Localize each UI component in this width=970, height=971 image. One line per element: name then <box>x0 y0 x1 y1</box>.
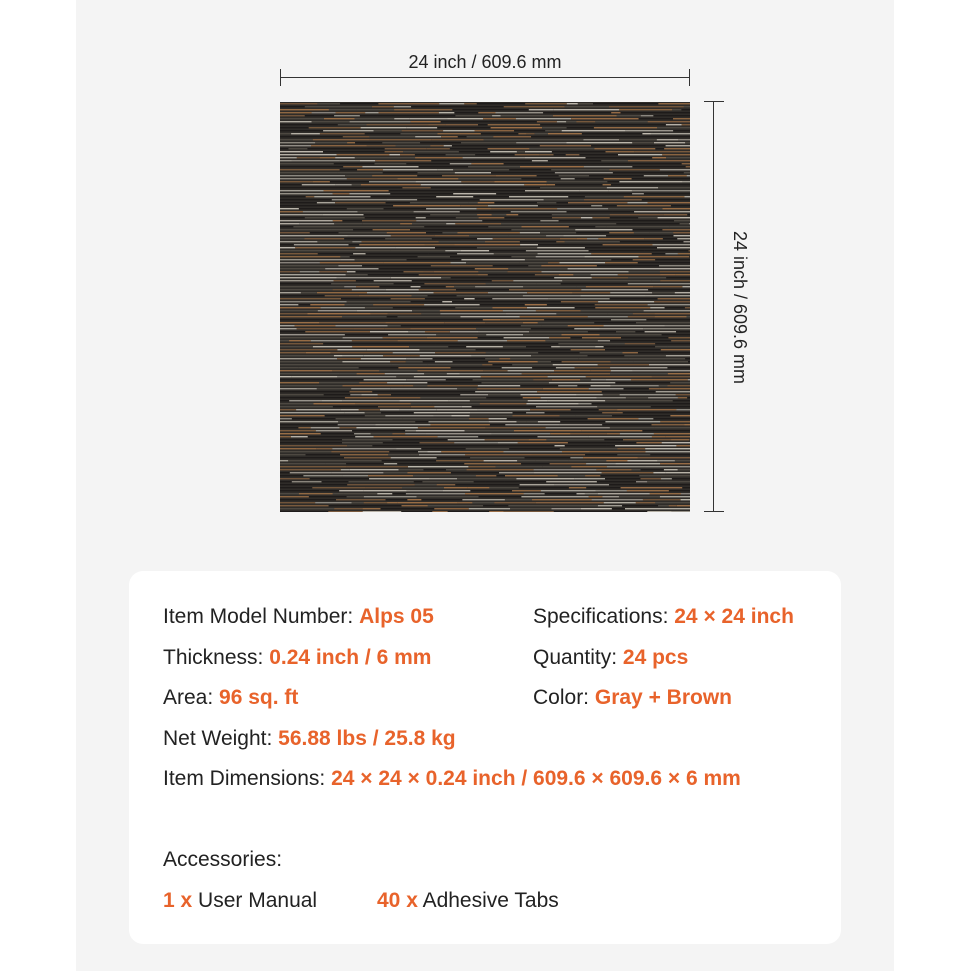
height-tick-bottom <box>704 511 724 512</box>
spec-net-weight <box>163 727 456 751</box>
accessory-user-manual-qty: 1 x <box>163 889 193 912</box>
spec-net-weight-value: 56.88 lbs / 25.8 kg <box>278 727 456 750</box>
accessory-adhesive-tabs <box>377 889 559 913</box>
spec-area-label: Area: <box>163 686 214 709</box>
spec-thickness-value: 0.24 inch / 6 mm <box>269 646 432 669</box>
height-dimension-label: 24 inch / 609.6 mm <box>730 230 751 384</box>
height-dimension-line <box>713 101 714 512</box>
height-dimension-label-wrap <box>729 102 751 512</box>
spec-area-value: 96 sq. ft <box>219 686 299 709</box>
spec-thickness-label: Thickness: <box>163 646 264 669</box>
width-tick-right <box>689 69 690 86</box>
spec-model <box>163 605 434 629</box>
spec-specifications <box>533 605 794 629</box>
width-dimension-label: 24 inch / 609.6 mm <box>408 52 562 72</box>
specifications-card <box>129 571 841 944</box>
spec-quantity <box>533 646 688 670</box>
spec-net-weight-label: Net Weight: <box>163 727 273 750</box>
spec-color-value: Gray + Brown <box>594 686 733 709</box>
spec-model-label: Item Model Number: <box>163 605 354 628</box>
spec-quantity-value: 24 pcs <box>622 646 689 669</box>
accessory-adhesive-tabs-qty: 40 x <box>377 889 418 912</box>
spec-color-label: Color: <box>533 686 590 709</box>
spec-item-dimensions <box>163 767 741 791</box>
accessories-heading: Accessories: <box>163 848 283 871</box>
spec-item-dimensions-value: 24 × 24 × 0.24 inch / 609.6 × 609.6 × 6 mm <box>331 767 741 790</box>
height-tick-top <box>704 101 724 102</box>
spec-specifications-value: 24 × 24 inch <box>674 605 794 628</box>
accessory-user-manual <box>163 889 317 913</box>
spec-item-dimensions-label: Item Dimensions: <box>163 767 326 790</box>
width-dimension-line <box>281 77 690 78</box>
carpet-tile-image <box>280 102 690 512</box>
width-tick-left <box>280 69 281 86</box>
spec-model-value: Alps 05 <box>359 605 434 628</box>
spec-quantity-label: Quantity: <box>533 646 618 669</box>
accessory-user-manual-name: User Manual <box>198 889 318 912</box>
spec-specifications-label: Specifications: <box>533 605 669 628</box>
spec-area <box>163 686 298 710</box>
spec-color <box>533 686 732 710</box>
accessory-adhesive-tabs-name: Adhesive Tabs <box>422 889 559 912</box>
spec-thickness <box>163 646 431 670</box>
